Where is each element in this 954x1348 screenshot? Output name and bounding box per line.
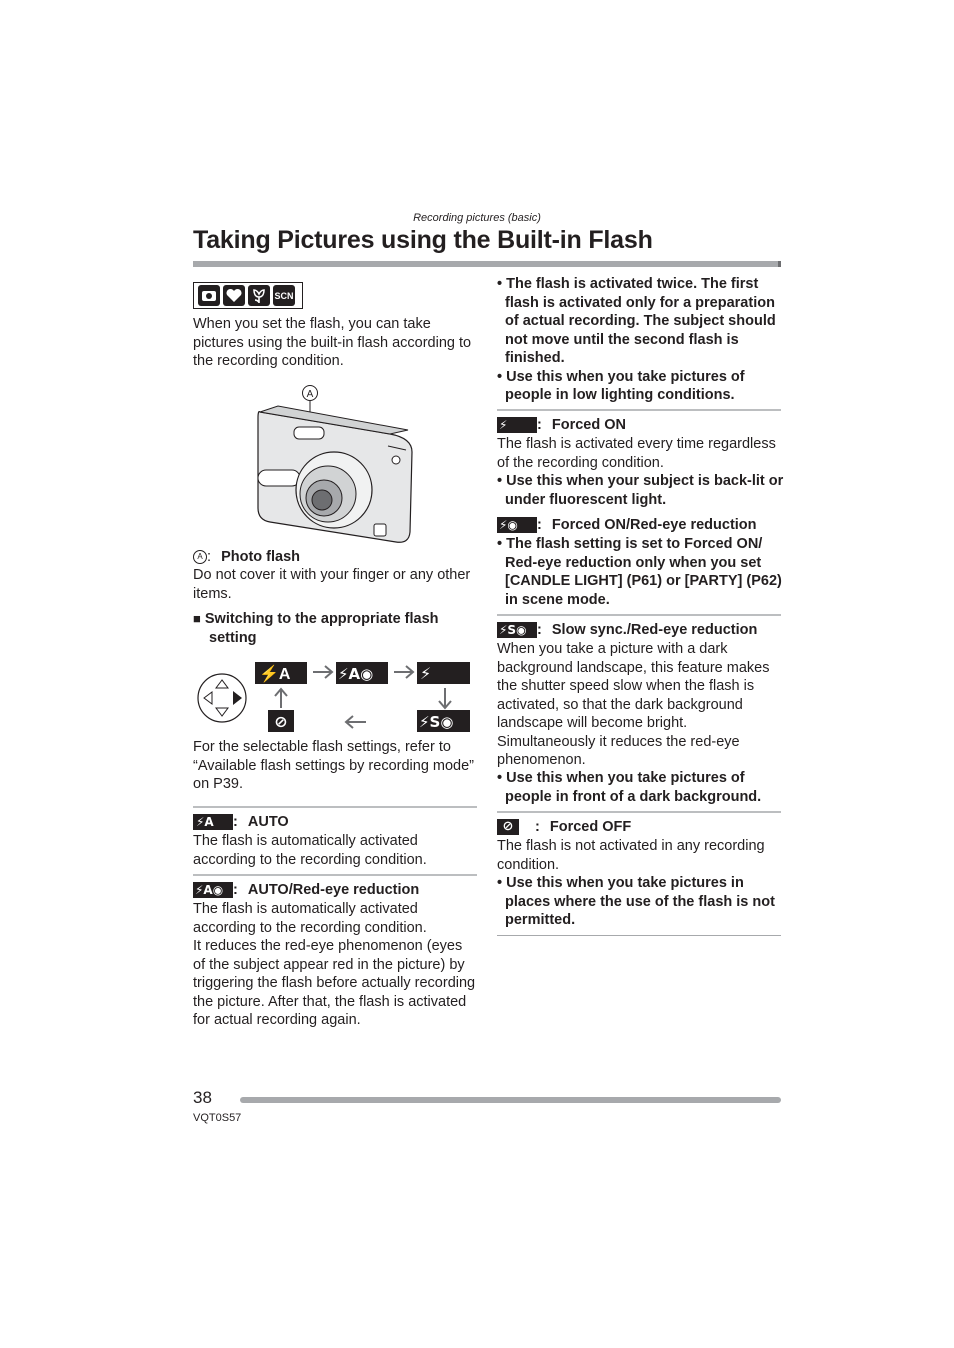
auto-desc: The flash is automatically activated according to the recording condition. bbox=[193, 833, 427, 868]
top-bullets bbox=[497, 275, 781, 405]
flash-auto-icon: ⚡A bbox=[193, 814, 233, 830]
photo-flash-title: Photo flash bbox=[221, 549, 301, 565]
flow-slow-icon: ⚡S◉ bbox=[419, 713, 454, 731]
flow-off-icon: ⊘ bbox=[274, 712, 288, 731]
forced-on-desc: The flash is activated every time regardless of the recording condition. bbox=[497, 436, 776, 471]
flash-forced-on-icon: ⚡ bbox=[497, 417, 537, 433]
forced-on-bullet: • Use this when your subject is back-lit or under fluorescent light. bbox=[497, 473, 784, 508]
cursor-pad-icon bbox=[198, 674, 246, 722]
auto-red-heading: ⚡A◉ : AUTO/Red-eye reduction bbox=[195, 882, 420, 898]
slow-sync-label: Slow sync./Red-eye reduction bbox=[551, 622, 758, 638]
photo-flash-desc: Do not cover it with your finger or any other items. bbox=[193, 567, 471, 602]
slow-sync-heading: ⚡S◉ : Slow sync./Red-eye reduction bbox=[499, 622, 758, 638]
photo-flash-caption: A : Photo flash bbox=[193, 548, 478, 567]
forced-on-heading: ⚡ : Forced ON bbox=[499, 417, 626, 433]
switching-title-line2: setting bbox=[209, 630, 257, 646]
footer-bar bbox=[240, 1097, 781, 1103]
flash-off-icon: ⊘ bbox=[497, 819, 519, 835]
figure-label-a: A bbox=[306, 389, 314, 400]
page-title: Taking Pictures using the Built-in Flash bbox=[193, 226, 653, 254]
refer-text: For the selectable flash settings, refer to “Available flash settings by recording mode” on P39. bbox=[193, 739, 475, 792]
auto-red-desc1: The flash is automatically activated according to the recording condition. bbox=[193, 901, 427, 936]
slow-sync-desc: When you take a picture with a dark background landscape, this feature makes the shutter speed slow when the flash is activated, so that the dark background landscape will become bright. Simultaneously it reduces the red-eye phenomenon. bbox=[497, 641, 770, 768]
bullet-item: • The flash is activated twice. The first flash is activated only for a preparation of actual recording. The subject should not move until the second flash is finished. bbox=[497, 276, 776, 366]
auto-label: AUTO bbox=[247, 814, 289, 830]
forced-off-heading: ⊘ : Forced OFF bbox=[497, 818, 782, 837]
model-code: VQT0S57 bbox=[193, 1112, 242, 1124]
auto-red-label: AUTO/Red-eye reduction bbox=[247, 882, 420, 898]
forced-on-red-heading: ⚡◉ : Forced ON/Red-eye reduction bbox=[499, 517, 757, 533]
bullet-item: • Use this when you take pictures of people in low lighting conditions. bbox=[497, 368, 745, 403]
flow-auto-red-icon: ⚡A◉ bbox=[338, 665, 374, 683]
divider bbox=[497, 614, 781, 616]
photo-flash-key: A bbox=[193, 550, 207, 564]
slow-sync-bullet: • Use this when you take pictures of people in front of a dark background. bbox=[497, 770, 762, 805]
divider bbox=[497, 811, 781, 813]
square-bullet: ■ bbox=[193, 611, 201, 626]
page-number: 38 bbox=[193, 1088, 212, 1107]
flash-auto-red-icon: ⚡A◉ bbox=[193, 882, 233, 898]
camera-mode-icon bbox=[198, 285, 220, 306]
switching-title-line1: Switching to the appropriate flash bbox=[204, 611, 439, 627]
divider bbox=[497, 935, 781, 936]
auto-red-desc2: It reduces the red-eye phenomenon (eyes of the subject appear red in the picture) by triggering the flash before actually recording the picture. After that, the flash is activated for actual recording again. bbox=[193, 938, 476, 1028]
scene-mode-icon: SCN bbox=[273, 285, 295, 306]
flash-slow-sync-icon: ⚡S◉ bbox=[497, 622, 537, 638]
divider bbox=[193, 806, 477, 808]
auto-heading: ⚡A : AUTO bbox=[193, 813, 478, 832]
divider bbox=[193, 874, 477, 876]
flash-forced-on-red-icon: ⚡◉ bbox=[497, 517, 537, 533]
camera-illustration bbox=[250, 382, 420, 547]
flow-on-icon: ⚡ bbox=[420, 664, 432, 683]
section-header: Recording pictures (basic) bbox=[413, 212, 541, 224]
divider bbox=[497, 409, 781, 411]
title-underline bbox=[193, 261, 781, 267]
forced-on-label: Forced ON bbox=[551, 417, 626, 433]
heart-mode-icon bbox=[223, 285, 245, 306]
forced-off-label: Forced OFF bbox=[549, 819, 632, 835]
intro-text: When you set the flash, you can take pictures using the built-in flash according to the recording condition. bbox=[193, 316, 472, 369]
switching-heading bbox=[193, 610, 478, 629]
forced-on-red-label: Forced ON/Red-eye reduction bbox=[551, 517, 757, 533]
forced-off-desc: The flash is not activated in any recording condition. bbox=[497, 838, 765, 873]
mode-icons bbox=[193, 282, 303, 309]
flow-auto-icon: ⚡A bbox=[259, 666, 291, 683]
flash-cycle-diagram bbox=[195, 660, 475, 736]
forced-off-bullet: • Use this when you take pictures in places where the use of the flash is not permitted. bbox=[497, 875, 775, 928]
macro-mode-icon bbox=[248, 285, 270, 306]
forced-on-red-bullet: • The flash setting is set to Forced ON/ Red-eye reduction only when you set [CANDLE LIGHT] (P61) or [PARTY] (P62) in scene mode. bbox=[497, 536, 782, 608]
